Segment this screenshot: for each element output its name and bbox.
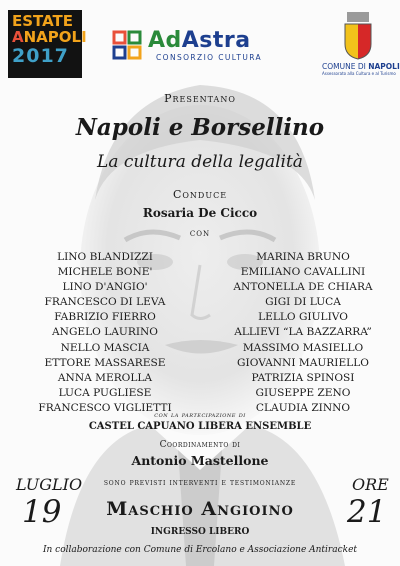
napoli-crest-icon <box>341 12 375 60</box>
ensemble-name: CASTEL CAPUANO LIBERA ENSEMBLE <box>88 421 312 432</box>
estate-a-napoli-logo <box>8 10 87 78</box>
adastra-mark-icon <box>112 30 142 60</box>
coordinator-name: Antonio Mastellone <box>131 453 269 468</box>
coordinamento-label: Coordinamento di <box>159 440 241 450</box>
cast-member: LINO BLANDIZZI <box>57 251 153 263</box>
cast-member: ANTONELLA DE CHIARA <box>233 281 373 294</box>
cast-member: ANGELO LAURINO <box>52 326 158 339</box>
cast-list-left <box>30 250 180 416</box>
adastra-name-ad: Ad <box>148 28 182 53</box>
cast-member: MARINA BRUNO <box>256 251 350 263</box>
cast-member: PATRIZIA SPINOSI <box>251 371 355 384</box>
cast-member: FRANCESCO VIGLIETTI <box>38 401 172 414</box>
adastra-name <box>148 28 251 53</box>
comune-name <box>322 62 400 71</box>
adastra-logo <box>112 28 292 64</box>
cast-member: LUCA PUGLIESE <box>58 386 152 399</box>
host-name: Rosaria De Cicco <box>142 206 258 220</box>
cast-member: GIOVANNI MAURIELLO <box>237 356 369 369</box>
cast-member: EMILIANO CAVALLINI <box>240 266 366 279</box>
date-month: LUGLIO <box>16 475 83 494</box>
cast-member: ANNA MEROLLA <box>57 371 153 384</box>
estate-logo-line2 <box>12 28 87 46</box>
comune-di-napoli-logo <box>322 12 400 90</box>
conduce-label: Conduce <box>172 188 228 201</box>
cast-member: LELLO GIULIVO <box>258 311 348 324</box>
estate-logo-year: 2017 <box>12 45 69 67</box>
estate-logo-line1: ESTATE <box>12 12 74 30</box>
cast-member: ETTORE MASSARESE <box>44 356 166 369</box>
time-label: ORE <box>352 475 389 494</box>
collaboration-note: In collaborazione con Comune di Ercolano e Associazione Antiracket <box>42 545 358 555</box>
cast-member: MASSIMO MASIELLO <box>242 341 364 354</box>
cast-list-right <box>228 250 378 416</box>
comune-city: NAPOLI <box>368 62 400 71</box>
cast-member: CLAUDIA ZINNO <box>255 401 351 414</box>
estate-logo-a: A <box>12 28 24 46</box>
venue-name: Maschio Angioino <box>106 498 294 520</box>
con-label: con <box>189 228 211 239</box>
cast-member: MICHELE BONE' <box>57 266 153 279</box>
adastra-subtitle: CONSORZIO CULTURA <box>156 53 263 62</box>
time-value: 21 <box>347 494 387 530</box>
date-day: 19 <box>22 494 62 530</box>
cast-member: FRANCESCO DI LEVA <box>44 296 166 309</box>
ingresso-libero: INGRESSO LIBERO <box>150 527 250 537</box>
comune-prefix: COMUNE DI <box>322 62 369 71</box>
cast-member: GIGI DI LUCA <box>265 296 341 309</box>
partecipazione-label: con la partecipazione di <box>154 410 246 419</box>
presentano-label: Presentano <box>164 92 236 105</box>
comune-subtitle: Assessorato alla Cultura e al Turismo <box>322 71 396 76</box>
adastra-name-astra: Astra <box>181 28 251 53</box>
cast-member: LINO D'ANGIO' <box>62 281 148 294</box>
event-title: Napoli e Borsellino <box>75 114 325 141</box>
cast-member: FABRIZIO FIERRO <box>54 311 156 324</box>
cast-member: NELLO MASCIA <box>60 341 150 354</box>
cast-member: ALLIEVI “LA BAZZARRA” <box>234 326 372 339</box>
cast-member: GIUSEPPE ZENO <box>255 386 351 399</box>
event-subtitle: La cultura della legalità <box>97 152 303 172</box>
estate-logo-napoli: NAPOLI <box>23 28 87 46</box>
interventi-note: sono previsti interventi e testimonianze <box>103 478 297 487</box>
